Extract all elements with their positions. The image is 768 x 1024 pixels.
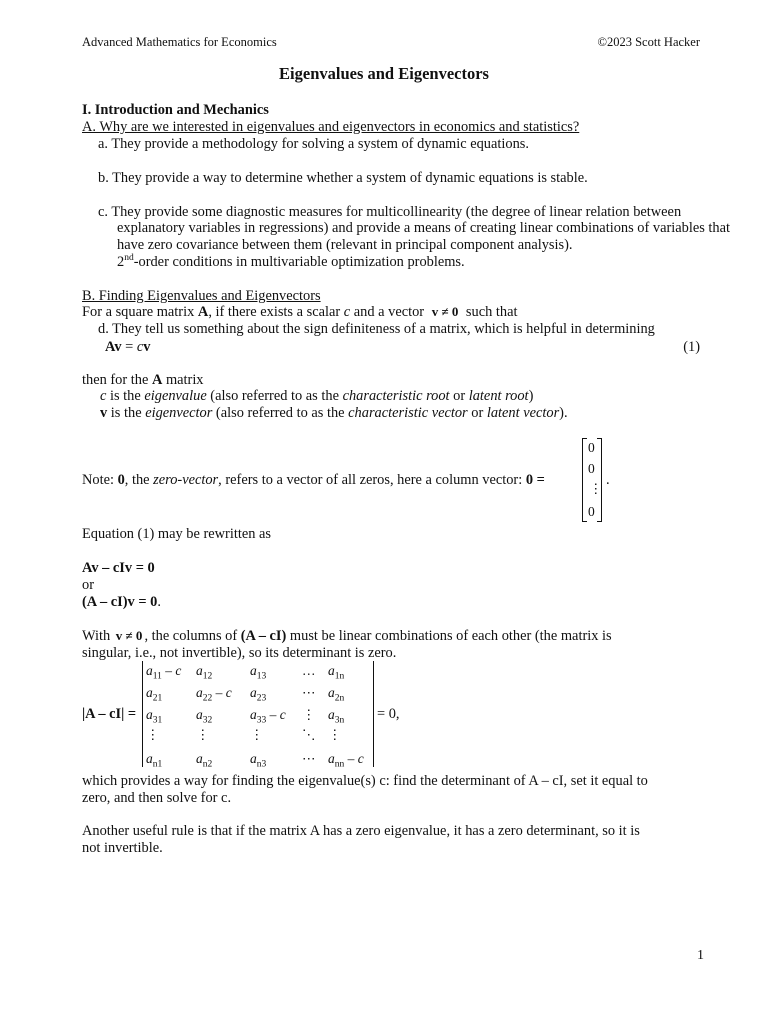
matrix-entry: $a_{2n}$ (328, 685, 345, 704)
matrix-entry: $a_{21}$ (146, 685, 163, 704)
matrix-entry: $a_{3n}$ (328, 707, 345, 726)
matrix-entry: $a_{23}$ (250, 685, 267, 704)
another-rule-sentence-continued: not invertible. (82, 840, 163, 856)
matrix-entry: … (302, 663, 316, 678)
matrix-entry: $a_{12}$ (196, 663, 213, 682)
matrix-entry: $a_{n1}$ (146, 751, 163, 770)
matrix-entry: $a_{22}$ – c (196, 685, 232, 704)
list-item-b: b. They provide a way to determine whether a system of dynamic equations is stable. (98, 169, 588, 186)
eigenvector-definition: v is the eigenvector (also referred to as the characteristic vector or latent vector). (100, 405, 568, 421)
equation-3: (A – cI)v = 0. (82, 594, 161, 610)
then-line: then for the A matrix (82, 372, 204, 388)
or-word: or (82, 577, 94, 593)
equation-number: (1) (683, 339, 700, 355)
matrix-entry: ⋮ (328, 727, 342, 742)
which-sentence: which provides a way for finding the eigenvalue(s) c: find the determinant of A – cI, set it equal to (82, 773, 648, 789)
eigenvalue-definition: c is the eigenvalue (also referred to as the characteristic root or latent root) (100, 388, 534, 404)
rewrite-line: Equation (1) may be rewritten as (82, 526, 272, 542)
matrix-entry: ⋮ (196, 727, 210, 742)
determinant-lhs: |A – cI| = (82, 706, 137, 722)
matrix-entry: $a_{33}$ – c (250, 707, 286, 726)
matrix-entry: $a_{31}$ (146, 707, 163, 726)
subsection-b-heading: B. Finding Eigenvalues and Eigenvectors (82, 288, 321, 304)
vector-entry: ⋮ (589, 481, 603, 496)
equation-2: Av – cIv = 0 (82, 560, 155, 576)
with-sentence: With v ≠ 0 , the columns of (A – cI) must be linear combinations of each other (the matrix is (82, 628, 612, 644)
page-title: Eigenvalues and Eigenvectors (279, 64, 489, 83)
list-item-c: c. They provide some diagnostic measures for multicollinearity (the degree of linear relation between explanatory variables in regressions) and provide a means of creating linear combinations of variables that have zero covariance between them (relevant in principal component analysis). (98, 203, 730, 254)
matrix-entry: ⋮ (250, 727, 264, 742)
list-item-d: d. They tell us something about the sign definiteness of a matrix, which is helpful in determining (98, 320, 655, 337)
zero-vector-note: Note: 0, the zero-vector, refers to a vector of all zeros, here a column vector: 0 = (82, 472, 545, 488)
matrix-entry: $a_{13}$ (250, 663, 267, 682)
matrix-entry: ⋱ (302, 727, 316, 742)
list-item-d-continued: 2nd-order conditions in multivariable optimization problems. (117, 253, 465, 270)
zero-vector-matrix (582, 438, 602, 522)
note-period: . (606, 472, 610, 488)
determinant-rhs: = 0, (377, 706, 400, 722)
matrix-entry: ⋮ (146, 727, 160, 742)
matrix-entry: $a_{1n}$ (328, 663, 345, 682)
determinant-matrix (142, 661, 374, 769)
section-heading: I. Introduction and Mechanics (82, 102, 269, 118)
which-sentence-continued: zero, and then solve for c. (82, 790, 232, 806)
matrix-entry: $a_{n3}$ (250, 751, 267, 770)
page-number: 1 (697, 948, 704, 963)
matrix-entry: ⋮ (302, 707, 316, 722)
matrix-entry: $a_{32}$ (196, 707, 213, 726)
list-item-a: a. They provide a methodology for solving a system of dynamic equations. (98, 136, 529, 152)
matrix-entry: $a_{n2}$ (196, 751, 213, 770)
header-course-title: Advanced Mathematics for Economics (82, 35, 277, 49)
matrix-entry: ⋯ (302, 751, 316, 766)
subsection-a-heading: A. Why are we interested in eigenvalues and eigenvectors in economics and statistics? (82, 119, 580, 135)
intro-sentence: For a square matrix A, if there exists a scalar c and a vector v ≠ 0 such that (82, 304, 518, 320)
vector-entry: 0 (588, 504, 595, 519)
header-copyright: ©2023 Scott Hacker (597, 35, 700, 49)
equation-1: Av = cv (105, 339, 151, 355)
matrix-entry: ⋯ (302, 685, 316, 700)
another-rule-sentence: Another useful rule is that if the matrix A has a zero eigenvalue, it has a zero determinant, so it is (82, 823, 640, 839)
matrix-entry: $a_{11}$ – c (146, 663, 182, 682)
with-sentence-continued: singular, i.e., not invertible), so its determinant is zero. (82, 645, 397, 661)
vector-entry: 0 (588, 440, 595, 455)
matrix-entry: $a_{nn}$ – c (328, 751, 364, 770)
vector-entry: 0 (588, 461, 595, 476)
